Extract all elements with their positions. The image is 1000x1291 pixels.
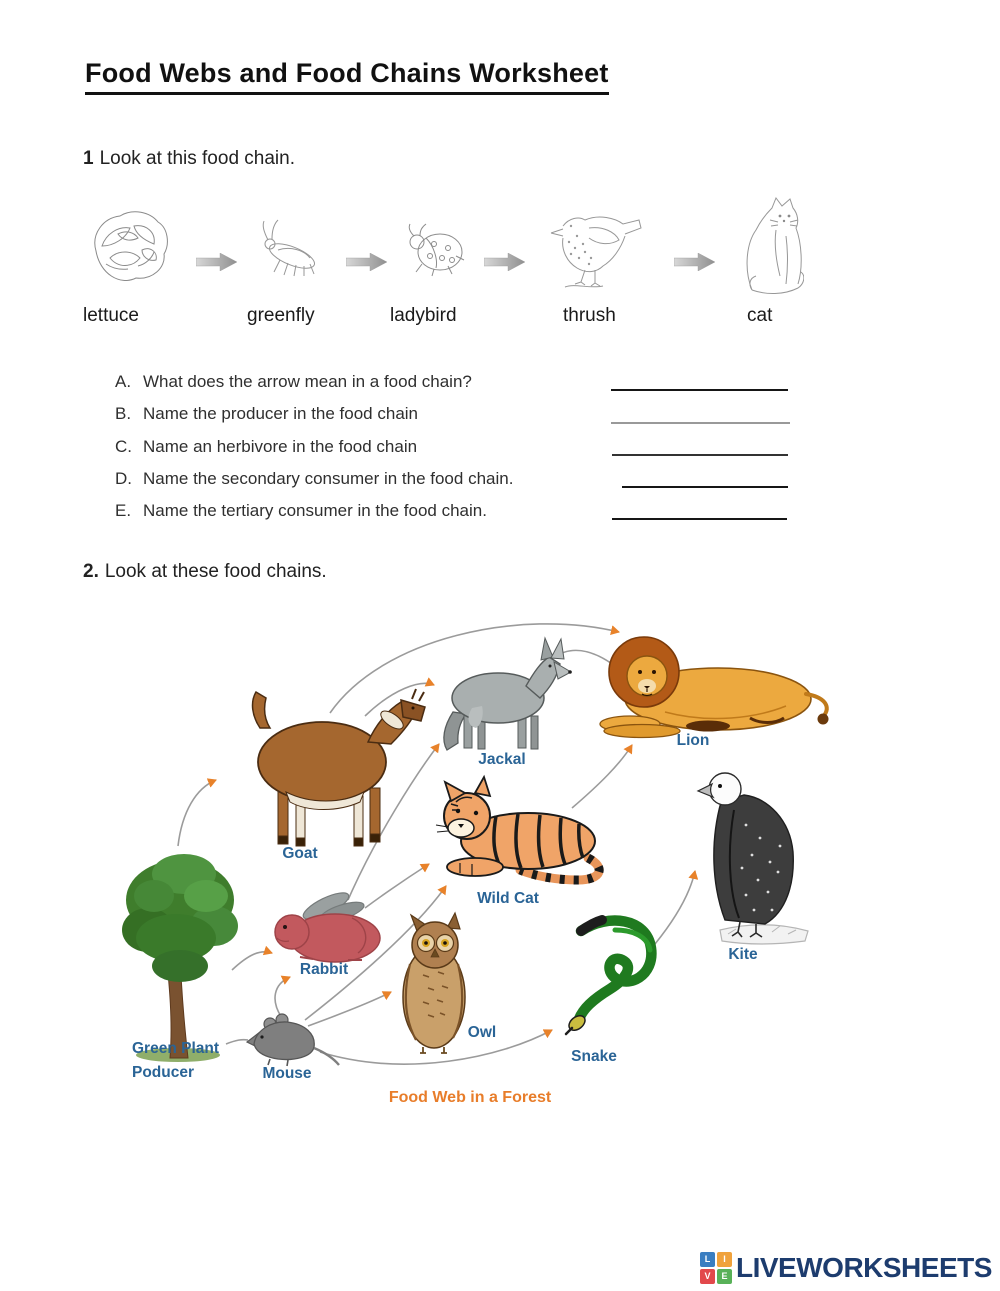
answer-line-a[interactable] xyxy=(611,389,788,391)
label-green-plant: Green Plant xyxy=(132,1040,219,1057)
answer-line-d[interactable] xyxy=(622,486,788,488)
chain-label-lettuce: lettuce xyxy=(83,305,139,326)
arrow-mouse-to-owl xyxy=(308,992,391,1026)
chain-label-greenfly: greenfly xyxy=(247,305,315,326)
arrow-mouse-to-rabbit xyxy=(275,977,290,1018)
arrow-snake-to-kite xyxy=(655,871,695,944)
question-d xyxy=(115,469,513,489)
answer-line-c[interactable] xyxy=(612,454,788,456)
section2-heading-text: Look at these food chains. xyxy=(104,561,327,582)
label-kite: Kite xyxy=(728,946,758,963)
chain-arrow-icon xyxy=(674,253,716,271)
logo-square-e: E xyxy=(717,1269,732,1284)
jackal-illustration xyxy=(444,638,572,750)
thrush-sketch xyxy=(545,196,645,291)
answer-line-e[interactable] xyxy=(612,518,787,520)
section1-heading-text: Look at this food chain. xyxy=(99,148,295,169)
goat-illustration xyxy=(253,689,425,846)
question-b-text: Name the producer in the food chain xyxy=(143,404,419,423)
section2-heading xyxy=(83,561,327,583)
label-poducer: Poducer xyxy=(132,1064,195,1081)
arrow-plant-to-goat xyxy=(178,780,216,846)
green-plant-tree-illustration xyxy=(122,854,238,1062)
section1-heading xyxy=(83,148,295,170)
rabbit-illustration xyxy=(275,888,380,962)
liveworksheets-logo[interactable] xyxy=(700,1252,992,1284)
arrow-wildcat-to-lion xyxy=(572,745,632,808)
lettuce-sketch xyxy=(88,206,173,286)
label-wild-cat: Wild Cat xyxy=(477,890,539,907)
label-goat: Goat xyxy=(282,845,318,862)
chain-label-cat: cat xyxy=(747,305,773,326)
chain-label-ladybird: ladybird xyxy=(390,305,457,326)
logo-square-v: V xyxy=(700,1269,715,1284)
food-web-svg xyxy=(120,600,840,1110)
question-a-letter: A. xyxy=(115,372,132,391)
page-title: Food Webs and Food Chains Worksheet xyxy=(85,58,609,95)
question-e-letter: E. xyxy=(115,501,132,520)
question-b-letter: B. xyxy=(115,404,132,423)
arrow-rabbit-to-wildcat xyxy=(365,864,429,908)
label-mouse: Mouse xyxy=(262,1065,312,1082)
answer-line-b[interactable] xyxy=(611,422,790,424)
arrow-plant-to-rabbit xyxy=(232,952,272,970)
mouse-illustration xyxy=(247,1014,339,1066)
label-lion: Lion xyxy=(676,732,710,749)
chain-label-thrush: thrush xyxy=(563,305,616,326)
question-a xyxy=(115,372,472,392)
logo-square-l: L xyxy=(700,1252,715,1267)
arrow-plant-to-mouse xyxy=(226,1040,248,1044)
label-rabbit: Rabbit xyxy=(299,961,349,978)
food-web-diagram xyxy=(120,600,840,1110)
question-c-letter: C. xyxy=(115,437,132,456)
greenfly-sketch xyxy=(252,218,324,278)
lion-illustration xyxy=(600,637,829,738)
logo-square-i: I xyxy=(717,1252,732,1267)
chain-arrow-icon xyxy=(484,253,526,271)
question-d-letter: D. xyxy=(115,469,132,488)
question-a-text: What does the arrow mean in a food chain? xyxy=(143,372,472,391)
section1-number: 1 xyxy=(83,148,94,169)
section2-number: 2. xyxy=(83,561,99,582)
question-e-text: Name the tertiary consumer in the food chain. xyxy=(143,501,487,520)
kite-illustration xyxy=(698,773,808,944)
cat-sketch xyxy=(738,196,804,296)
question-d-text: Name the secondary consumer in the food chain. xyxy=(143,469,514,488)
owl-illustration xyxy=(403,913,465,1053)
chain-arrow-icon xyxy=(196,253,238,271)
chain-arrow-icon xyxy=(346,253,388,271)
label-jackal: Jackal xyxy=(478,751,526,768)
wild-cat-illustration xyxy=(436,777,599,880)
question-b xyxy=(115,404,418,424)
ladybird-sketch xyxy=(404,222,468,280)
question-c-text: Name an herbivore in the food chain xyxy=(143,437,418,456)
label-owl: Owl xyxy=(467,1024,497,1041)
food-web-caption: Food Web in a Forest xyxy=(388,1089,552,1106)
question-c xyxy=(115,437,417,457)
label-snake: Snake xyxy=(571,1048,617,1065)
liveworksheets-brand-text: LIVEWORKSHEETS xyxy=(736,1252,992,1283)
question-e xyxy=(115,501,487,521)
liveworksheets-logo-icon xyxy=(700,1252,732,1284)
snake-illustration xyxy=(566,920,651,1034)
